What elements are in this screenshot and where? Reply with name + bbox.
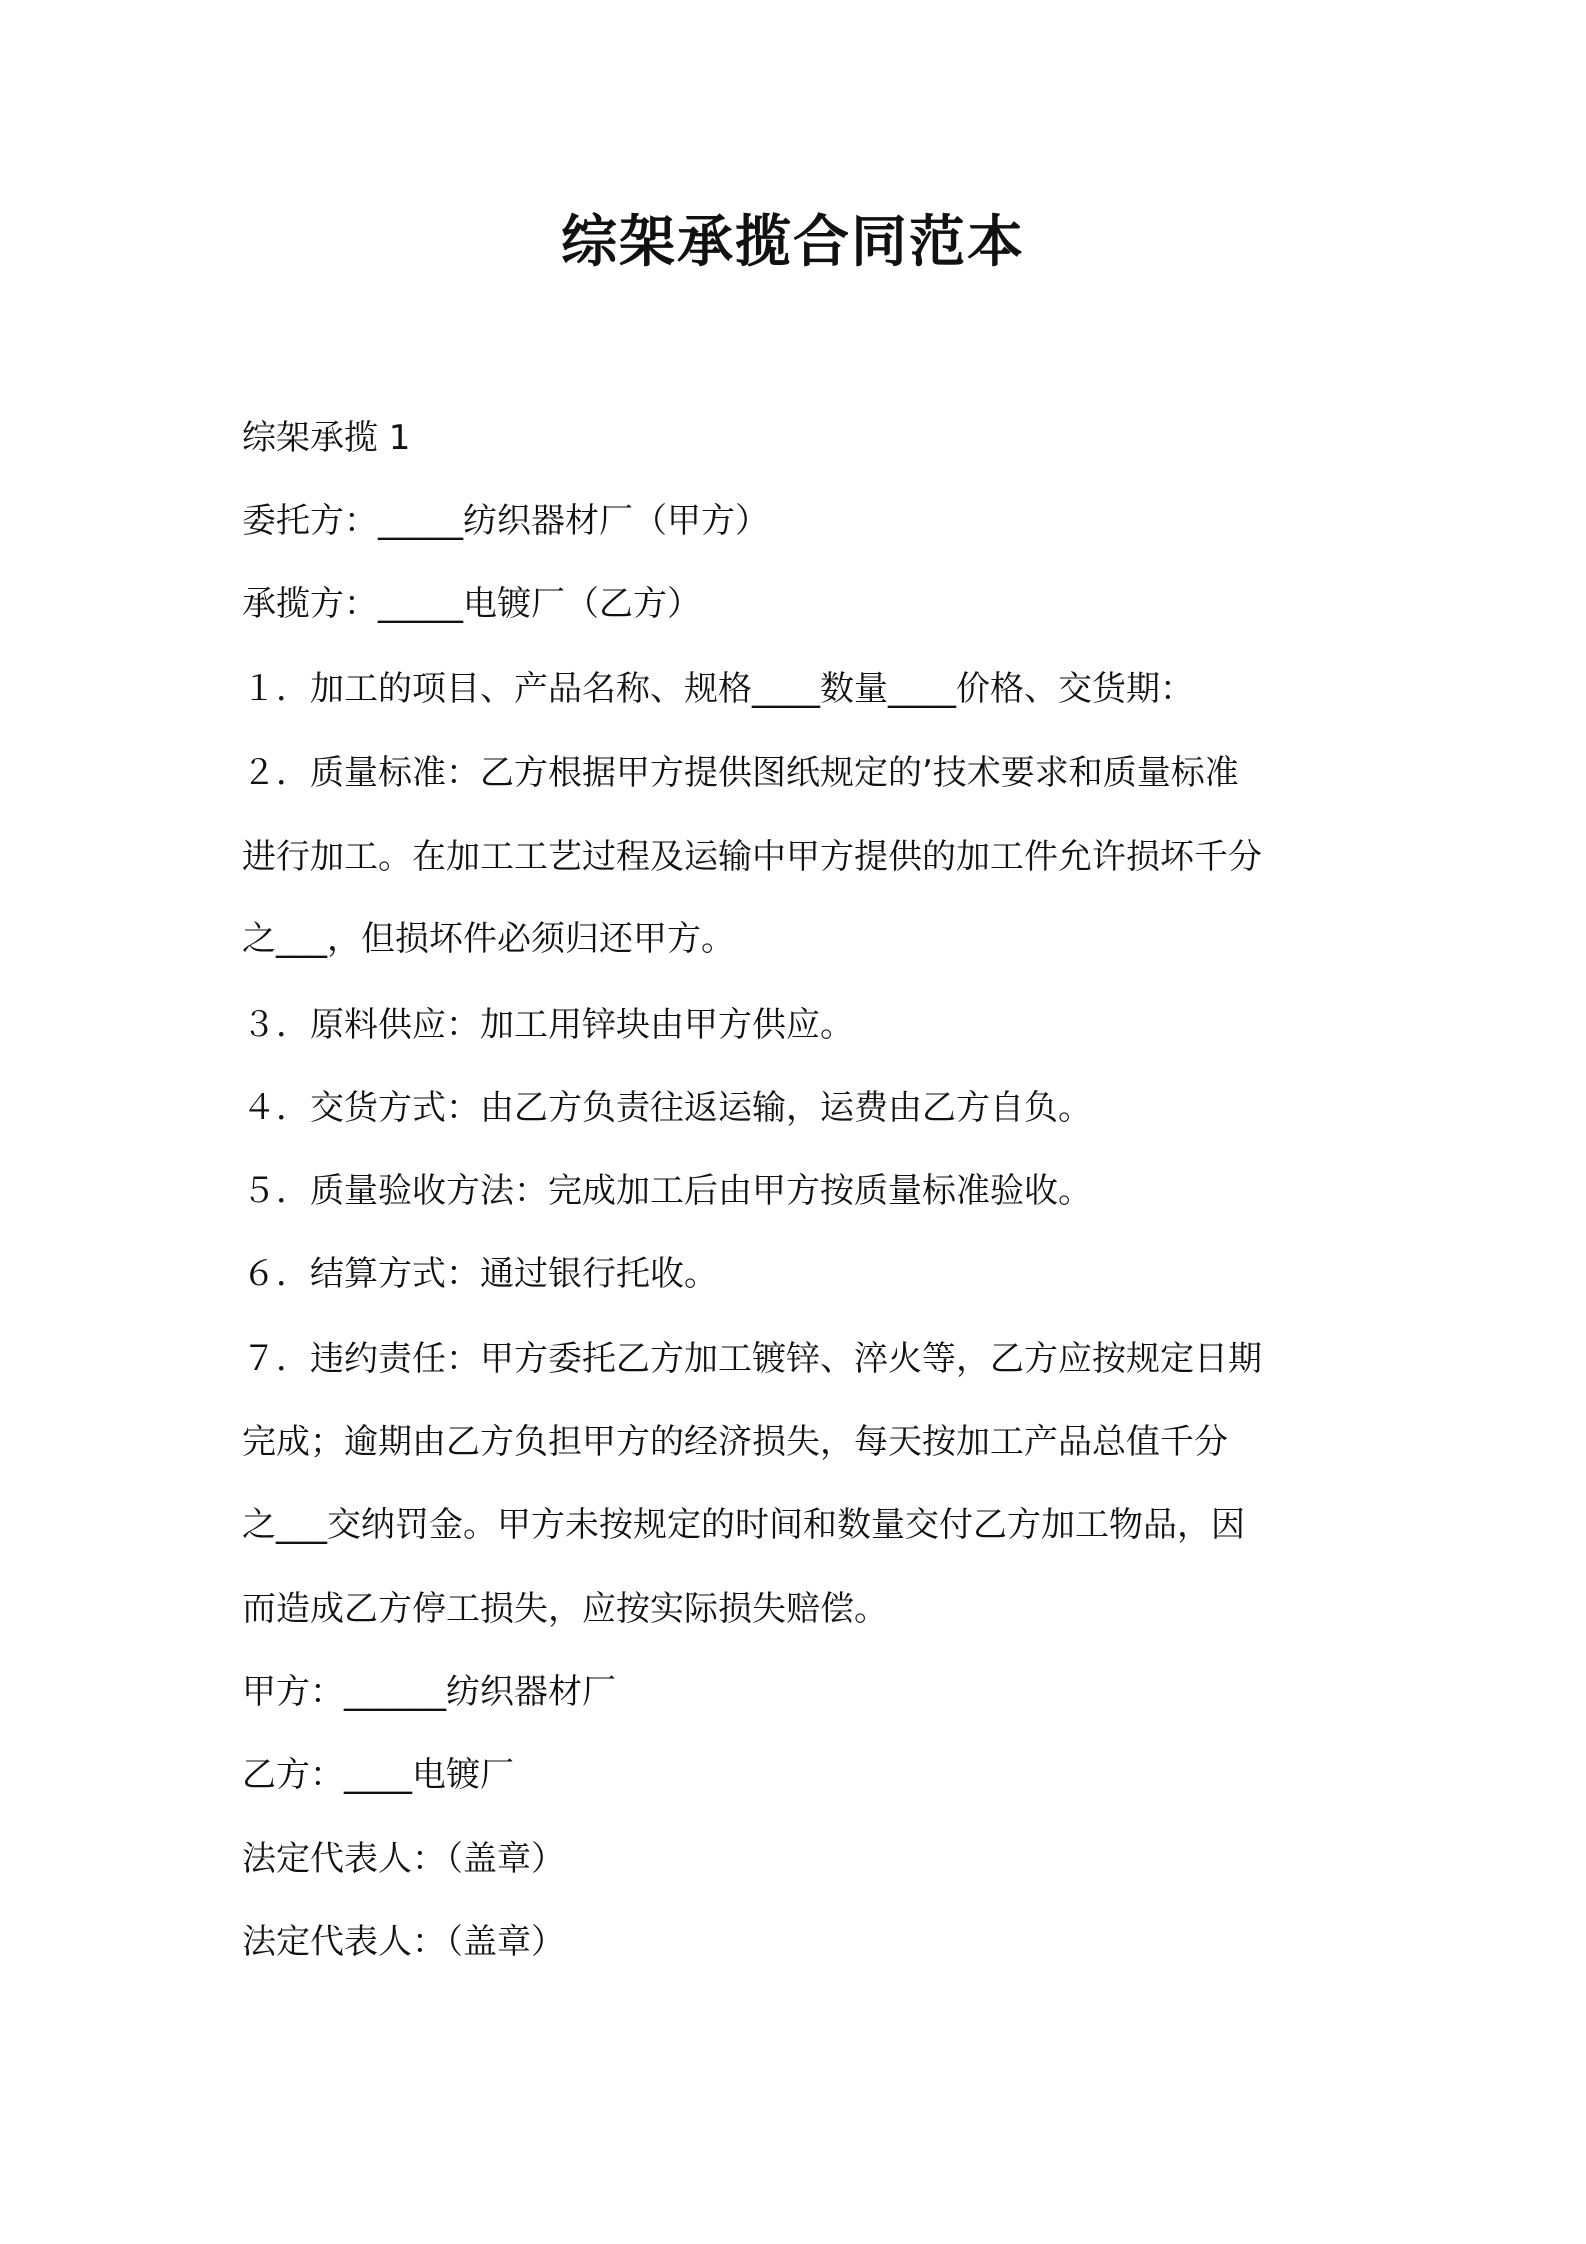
- clause-1-line: １．加工的项目、产品名称、规格____数量____价格、交货期：: [242, 669, 1194, 709]
- client-party-line: 委托方：_____纺织器材厂（甲方）: [242, 501, 769, 541]
- clause-2-line: ２．质量标准：乙方根据甲方提供图纸规定的’技术要求和质量标准: [242, 753, 1239, 793]
- clause-6-line: ６．结算方式：通过银行托收。: [242, 1254, 718, 1294]
- legal-representative-line: 法定代表人：（盖章）: [242, 1839, 565, 1879]
- clause-7-line: ７．违约责任：甲方委托乙方加工镀锌、淬火等，乙方应按规定日期: [242, 1339, 1262, 1379]
- clause-4-line: ４．交货方式：由乙方负责往返运输，运费由乙方自负。: [242, 1088, 1092, 1128]
- document-title: 综架承揽合同范本: [561, 210, 1025, 275]
- clause-3-line: ３．原料供应：加工用锌块由甲方供应。: [242, 1005, 854, 1045]
- signature-party-b: 乙方：____电镀厂: [242, 1755, 514, 1795]
- clause-7-line: 完成；逾期由乙方负担甲方的经济损失，每天按加工产品总值千分: [242, 1422, 1228, 1462]
- clause-2-line: 进行加工。在加工工艺过程及运输中甲方提供的加工件允许损坏千分: [242, 837, 1262, 877]
- legal-representative-line: 法定代表人：（盖章）: [242, 1922, 565, 1962]
- contractor-party-line: 承揽方：_____电镀厂（乙方）: [242, 584, 701, 624]
- signature-party-a: 甲方：______纺织器材厂: [242, 1672, 616, 1712]
- clause-7-line: 之___交纳罚金。甲方未按规定的时间和数量交付乙方加工物品，因: [242, 1505, 1245, 1545]
- section-heading: 综架承揽 1: [242, 418, 411, 458]
- clause-2-line: 之___，但损坏件必须归还甲方。: [242, 919, 735, 959]
- clause-7-line: 而造成乙方停工损失，应按实际损失赔偿。: [242, 1589, 888, 1629]
- clause-5-line: ５．质量验收方法：完成加工后由甲方按质量标准验收。: [242, 1171, 1092, 1211]
